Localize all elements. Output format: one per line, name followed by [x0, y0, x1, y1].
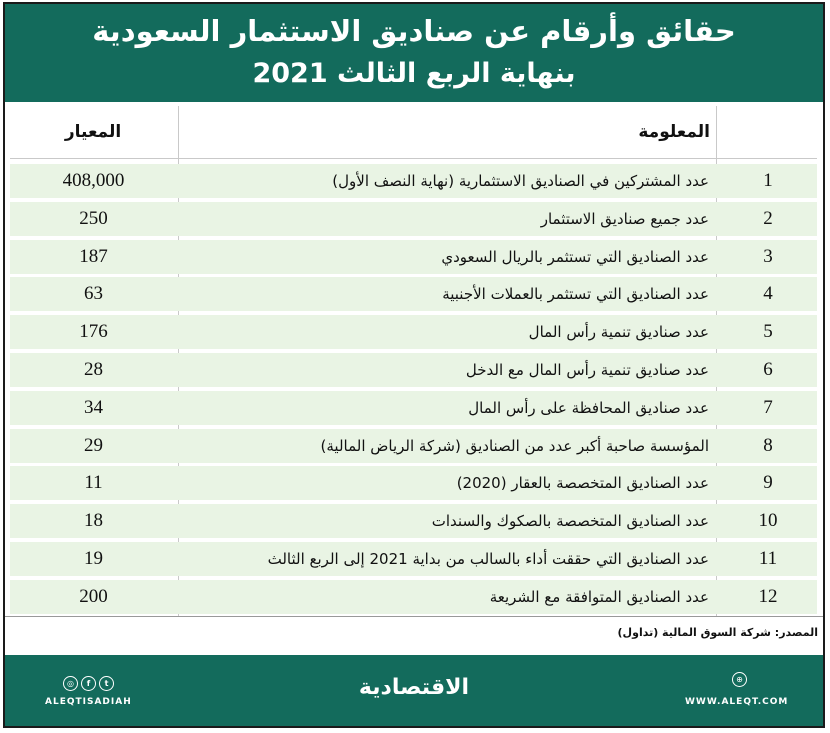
column-header-info: المعلومة — [638, 122, 710, 142]
row-value: 19 — [84, 548, 103, 569]
row-info: عدد الصناديق التي تستثمر بالعملات الأجنبية — [442, 285, 709, 304]
row-info: عدد جميع صناديق الاستثمار — [540, 209, 709, 228]
facebook-icon[interactable]: f — [81, 676, 96, 691]
row-value: 34 — [84, 396, 103, 418]
social-handle[interactable]: ALEQTISADIAH — [45, 697, 132, 707]
row-info: المؤسسة صاحبة أكبر عدد من الصناديق (شركة الرياض المالية) — [320, 436, 709, 455]
table-row — [10, 315, 817, 349]
row-info: عدد الصناديق المتخصصة بالصكوك والسندات — [431, 512, 709, 531]
row-number: 12 — [758, 585, 778, 607]
row-info: عدد الصناديق التي حققت أداء بالسالب من بداية 2021 إلى الربع الثالث — [267, 550, 709, 568]
row-info: عدد الصناديق المتوافقة مع الشريعة — [489, 587, 709, 606]
table-bottom-border — [5, 616, 823, 617]
table-row — [10, 429, 817, 463]
row-number: 11 — [758, 548, 778, 569]
table-row — [10, 391, 817, 425]
header-banner — [5, 4, 823, 102]
table-row — [10, 240, 817, 274]
row-number: 4 — [763, 283, 773, 305]
twitter-icon[interactable]: t — [99, 676, 114, 691]
table-row — [10, 164, 817, 198]
row-value: 176 — [79, 321, 108, 343]
website-link[interactable]: WWW.ALEQT.COM — [685, 697, 789, 707]
footer-bar — [5, 655, 823, 726]
row-value: 18 — [84, 510, 103, 532]
row-value: 11 — [84, 472, 103, 494]
row-info: عدد صناديق تنمية رأس المال مع الدخل — [465, 361, 709, 379]
row-value: 28 — [84, 359, 103, 380]
row-value: 200 — [79, 585, 108, 607]
table-row — [10, 504, 817, 538]
row-value: 63 — [84, 283, 103, 305]
row-number: 2 — [763, 207, 773, 229]
row-number: 6 — [763, 359, 773, 380]
row-info: عدد صناديق تنمية رأس المال — [528, 323, 709, 342]
globe-icon: ⊕ — [732, 672, 747, 687]
brand-logo: الاقتصادية — [358, 675, 470, 700]
row-number: 1 — [763, 170, 773, 191]
row-value: 29 — [84, 434, 103, 456]
table-row — [10, 542, 817, 576]
row-info: عدد الصناديق المتخصصة بالعقار (2020) — [456, 474, 709, 493]
page-subtitle: بنهاية الربع الثالث 2021 — [252, 58, 576, 89]
row-number: 5 — [763, 321, 773, 343]
row-info: عدد صناديق المحافظة على رأس المال — [468, 398, 709, 417]
source-note: المصدر: شركة السوق المالية (تداول) — [617, 626, 818, 639]
table-row — [10, 353, 817, 387]
row-number: 3 — [763, 245, 773, 267]
column-header-standard: المعيار — [64, 122, 122, 142]
row-value: 250 — [79, 207, 108, 229]
table-row — [10, 202, 817, 236]
row-value: 408,000 — [62, 170, 125, 191]
row-number: 9 — [763, 472, 773, 494]
row-info: عدد المشتركين في الصناديق الاستثمارية (نهاية النصف الأول) — [332, 172, 709, 190]
table-row — [10, 466, 817, 500]
row-number: 10 — [758, 510, 778, 532]
instagram-icon[interactable]: ◎ — [63, 676, 78, 691]
table-row — [10, 277, 817, 311]
row-info: عدد الصناديق التي تستثمر بالريال السعودي — [441, 247, 709, 266]
page-title: حقائق وأرقام عن صناديق الاستثمار السعودية — [92, 14, 736, 48]
table-row — [10, 580, 817, 614]
row-number: 7 — [763, 396, 773, 418]
row-number: 8 — [763, 434, 773, 456]
header-divider — [10, 158, 817, 159]
row-value: 187 — [79, 245, 108, 267]
